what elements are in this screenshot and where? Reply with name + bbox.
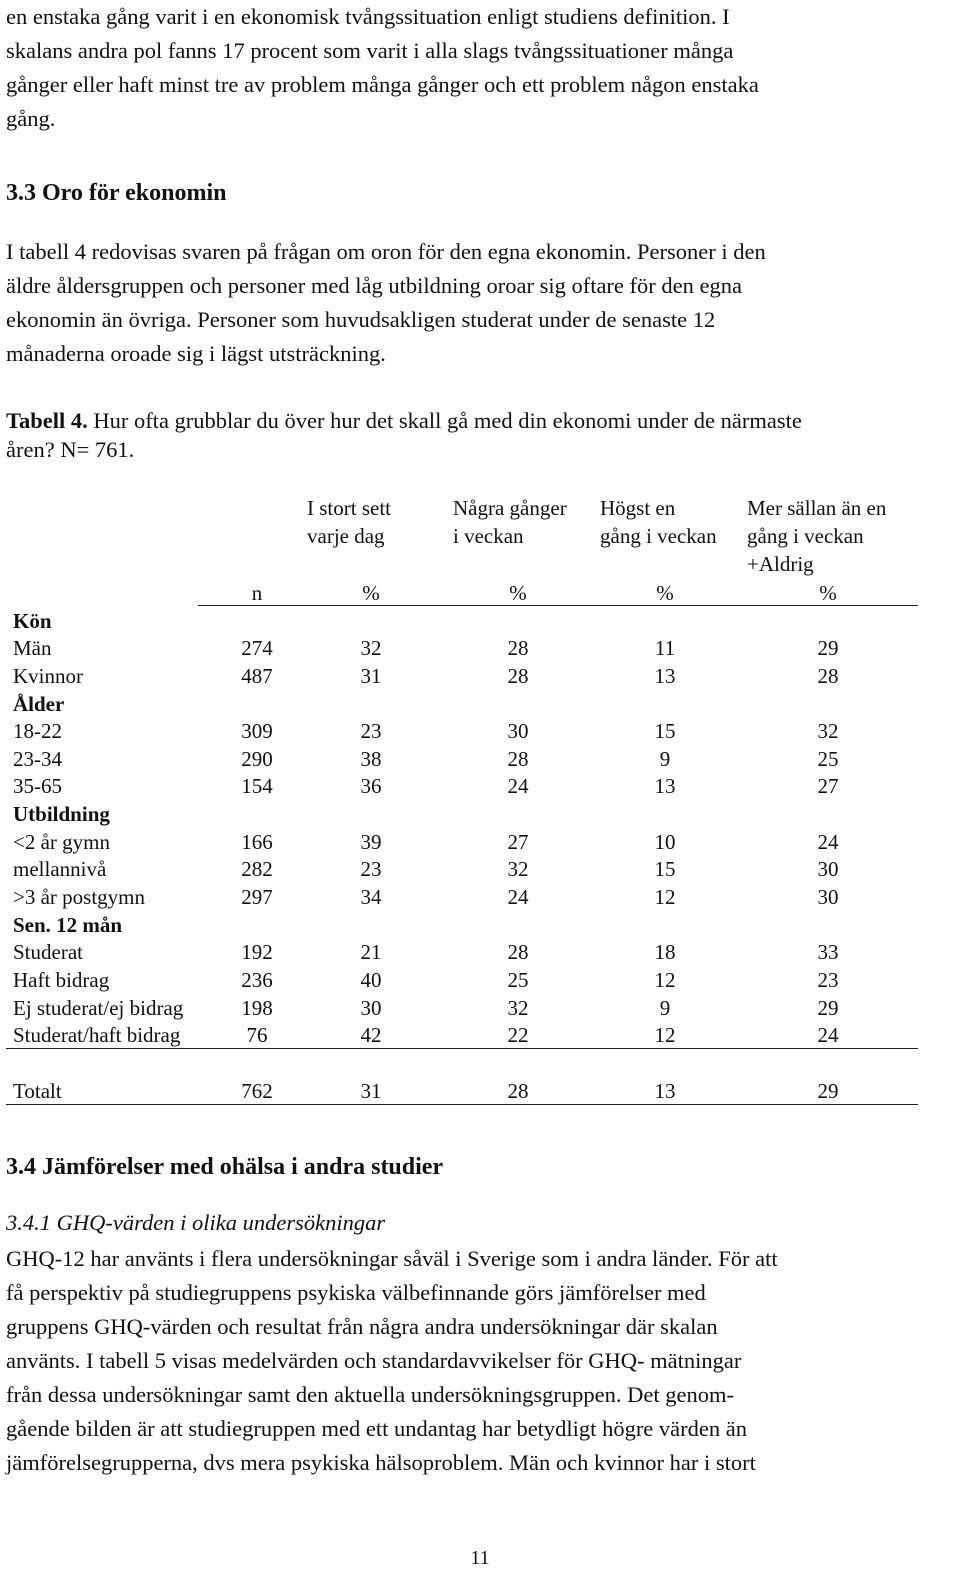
cell: 31 [360, 664, 382, 688]
col-header-once-weekly: Högst en [600, 496, 676, 520]
bottom-rule [6, 1104, 918, 1105]
cell: 28 [507, 664, 529, 688]
body-rule [6, 1048, 918, 1049]
total-n: 762 [241, 1079, 273, 1103]
cell-n: 290 [241, 747, 273, 771]
cell: 13 [654, 664, 676, 688]
unit-percent: % [362, 581, 380, 605]
cell: 10 [654, 830, 676, 854]
cell: 36 [360, 774, 382, 798]
cell: 24 [817, 830, 839, 854]
paragraph-line: gående bilden är att studiegruppen med ett undantag har betydligt högre värden än [6, 1416, 747, 1441]
col-header-daily: varje dag [307, 524, 385, 548]
cell-n: 154 [241, 774, 273, 798]
total-cell: 13 [654, 1079, 676, 1103]
paragraph-line: jämförelsegrupperna, dvs mera psykiska hälsoproblem. Män och kvinnor har i stort [6, 1450, 756, 1475]
cell: 11 [654, 636, 676, 660]
col-header-weekly: Några gånger [453, 496, 567, 520]
page-number: 11 [470, 1547, 490, 1569]
cell: 12 [654, 885, 676, 909]
section-heading-3-3: 3.3 Oro för ekonomin [6, 180, 227, 206]
row-label: 23-34 [13, 747, 62, 771]
row-label: >3 år postgymn [13, 885, 145, 909]
cell: 28 [507, 940, 529, 964]
cell: 30 [507, 719, 529, 743]
col-header-rarely: +Aldrig [747, 552, 814, 576]
cell: 9 [659, 747, 671, 771]
cell: 32 [817, 719, 839, 743]
cell: 24 [507, 885, 529, 909]
cell: 23 [817, 968, 839, 992]
unit-n: n [251, 581, 263, 605]
paragraph-line: gruppens GHQ-värden och resultat från några andra undersökningar där skalan [6, 1314, 718, 1339]
paragraph-line: äldre åldersgruppen och personer med låg utbildning oroar sig oftare för den egna [6, 273, 742, 298]
paragraph-line: månaderna oroade sig i lägst utsträckning. [6, 341, 386, 366]
cell-n: 297 [241, 885, 273, 909]
cell: 24 [507, 774, 529, 798]
total-cell: 28 [507, 1079, 529, 1103]
row-label: mellannivå [13, 857, 107, 881]
cell: 22 [507, 1023, 529, 1047]
cell-n: 198 [241, 996, 273, 1020]
col-header-rarely: gång i veckan [747, 524, 864, 548]
cell: 29 [817, 996, 839, 1020]
row-label: Studerat/haft bidrag [13, 1023, 181, 1047]
paragraph-line: I tabell 4 redovisas svaren på frågan om oron för den egna ekonomin. Personer i den [6, 239, 766, 264]
cell-n: 487 [241, 664, 273, 688]
section-heading-3-4: 3.4 Jämförelser med ohälsa i andra studier [6, 1154, 444, 1180]
intro-paragraph [6, 0, 954, 136]
cell: 21 [360, 940, 382, 964]
row-label: Ej studerat/ej bidrag [13, 996, 184, 1020]
row-label: 35-65 [13, 774, 62, 798]
cell: 27 [507, 830, 529, 854]
cell: 42 [360, 1023, 382, 1047]
cell: 23 [360, 719, 382, 743]
table-caption-text: Hur ofta grubblar du över hur det skall gå med din ekonomi under de närmaste [87, 408, 802, 433]
intro-line: skalans andra pol fanns 17 procent som varit i alla slags tvångssituationer många [6, 38, 734, 63]
cell-n: 192 [241, 940, 273, 964]
cell: 30 [817, 857, 839, 881]
cell: 28 [507, 636, 529, 660]
cell: 28 [507, 747, 529, 771]
col-header-weekly: i veckan [453, 524, 524, 548]
col-header-daily: I stort sett [307, 496, 391, 520]
col-header-rarely: Mer sällan än en [747, 496, 887, 520]
cell: 28 [817, 664, 839, 688]
paragraph-line: få perspektiv på studiegruppens psykiska välbefinnande görs jämförelser med [6, 1280, 706, 1305]
cell: 32 [507, 996, 529, 1020]
group-label: Kön [13, 609, 52, 633]
row-label: 18-22 [13, 719, 62, 743]
cell: 24 [817, 1023, 839, 1047]
paragraph-line: från dessa undersökningar samt den aktuella undersökningsgruppen. Det genom- [6, 1382, 734, 1407]
section-subheading-3-4-1: 3.4.1 GHQ-värden i olika undersökningar [6, 1210, 386, 1235]
cell: 34 [360, 885, 382, 909]
total-label: Totalt [13, 1079, 62, 1103]
cell: 29 [817, 636, 839, 660]
table-caption [6, 406, 920, 464]
unit-percent: % [509, 581, 527, 605]
group-label: Sen. 12 mån [13, 913, 123, 937]
cell: 9 [659, 996, 671, 1020]
paragraph-line: ekonomin än övriga. Personer som huvudsakligen studerat under de senaste 12 [6, 307, 716, 332]
intro-line: en enstaka gång varit i en ekonomisk tvångssituation enligt studiens definition. I [6, 4, 730, 29]
paragraph-line: GHQ-12 har använts i flera undersökningar såväl i Sverige som i andra länder. För att [6, 1246, 778, 1271]
cell: 32 [360, 636, 382, 660]
paragraph-line: använts. I tabell 5 visas medelvärden och standardavvikelser för GHQ- mätningar [6, 1348, 742, 1373]
cell: 30 [817, 885, 839, 909]
table-caption-text-2: åren? N= 761. [6, 437, 135, 462]
cell: 25 [817, 747, 839, 771]
row-label: <2 år gymn [13, 830, 110, 854]
unit-percent: % [656, 581, 674, 605]
cell-n: 309 [241, 719, 273, 743]
unit-percent: % [819, 581, 837, 605]
cell-n: 236 [241, 968, 273, 992]
group-label: Utbildning [13, 802, 110, 826]
cell-n: 274 [241, 636, 273, 660]
cell: 12 [654, 968, 676, 992]
cell: 25 [507, 968, 529, 992]
col-header-once-weekly: gång i veckan [600, 524, 717, 548]
cell-n: 76 [246, 1023, 268, 1047]
row-label: Haft bidrag [13, 968, 110, 992]
total-cell: 29 [817, 1079, 839, 1103]
intro-line: gånger eller haft minst tre av problem många gånger och ett problem någon enstaka [6, 72, 759, 97]
cell: 32 [507, 857, 529, 881]
cell: 30 [360, 996, 382, 1020]
cell: 27 [817, 774, 839, 798]
row-label: Kvinnor [13, 664, 83, 688]
header-rule [198, 605, 918, 606]
cell: 12 [654, 1023, 676, 1047]
table-caption-label: Tabell 4. [6, 408, 88, 433]
section-3-4-paragraph [6, 1242, 954, 1480]
cell-n: 166 [241, 830, 273, 854]
cell: 18 [654, 940, 676, 964]
group-label: Ålder [13, 692, 65, 716]
cell: 33 [817, 940, 839, 964]
row-label: Män [13, 636, 52, 660]
section-3-3-paragraph [6, 235, 954, 371]
row-label: Studerat [13, 940, 83, 964]
cell: 40 [360, 968, 382, 992]
cell: 15 [654, 857, 676, 881]
cell: 39 [360, 830, 382, 854]
cell: 23 [360, 857, 382, 881]
cell: 13 [654, 774, 676, 798]
cell: 38 [360, 747, 382, 771]
total-cell: 31 [360, 1079, 382, 1103]
cell: 15 [654, 719, 676, 743]
intro-line: gång. [6, 106, 56, 131]
cell-n: 282 [241, 857, 273, 881]
